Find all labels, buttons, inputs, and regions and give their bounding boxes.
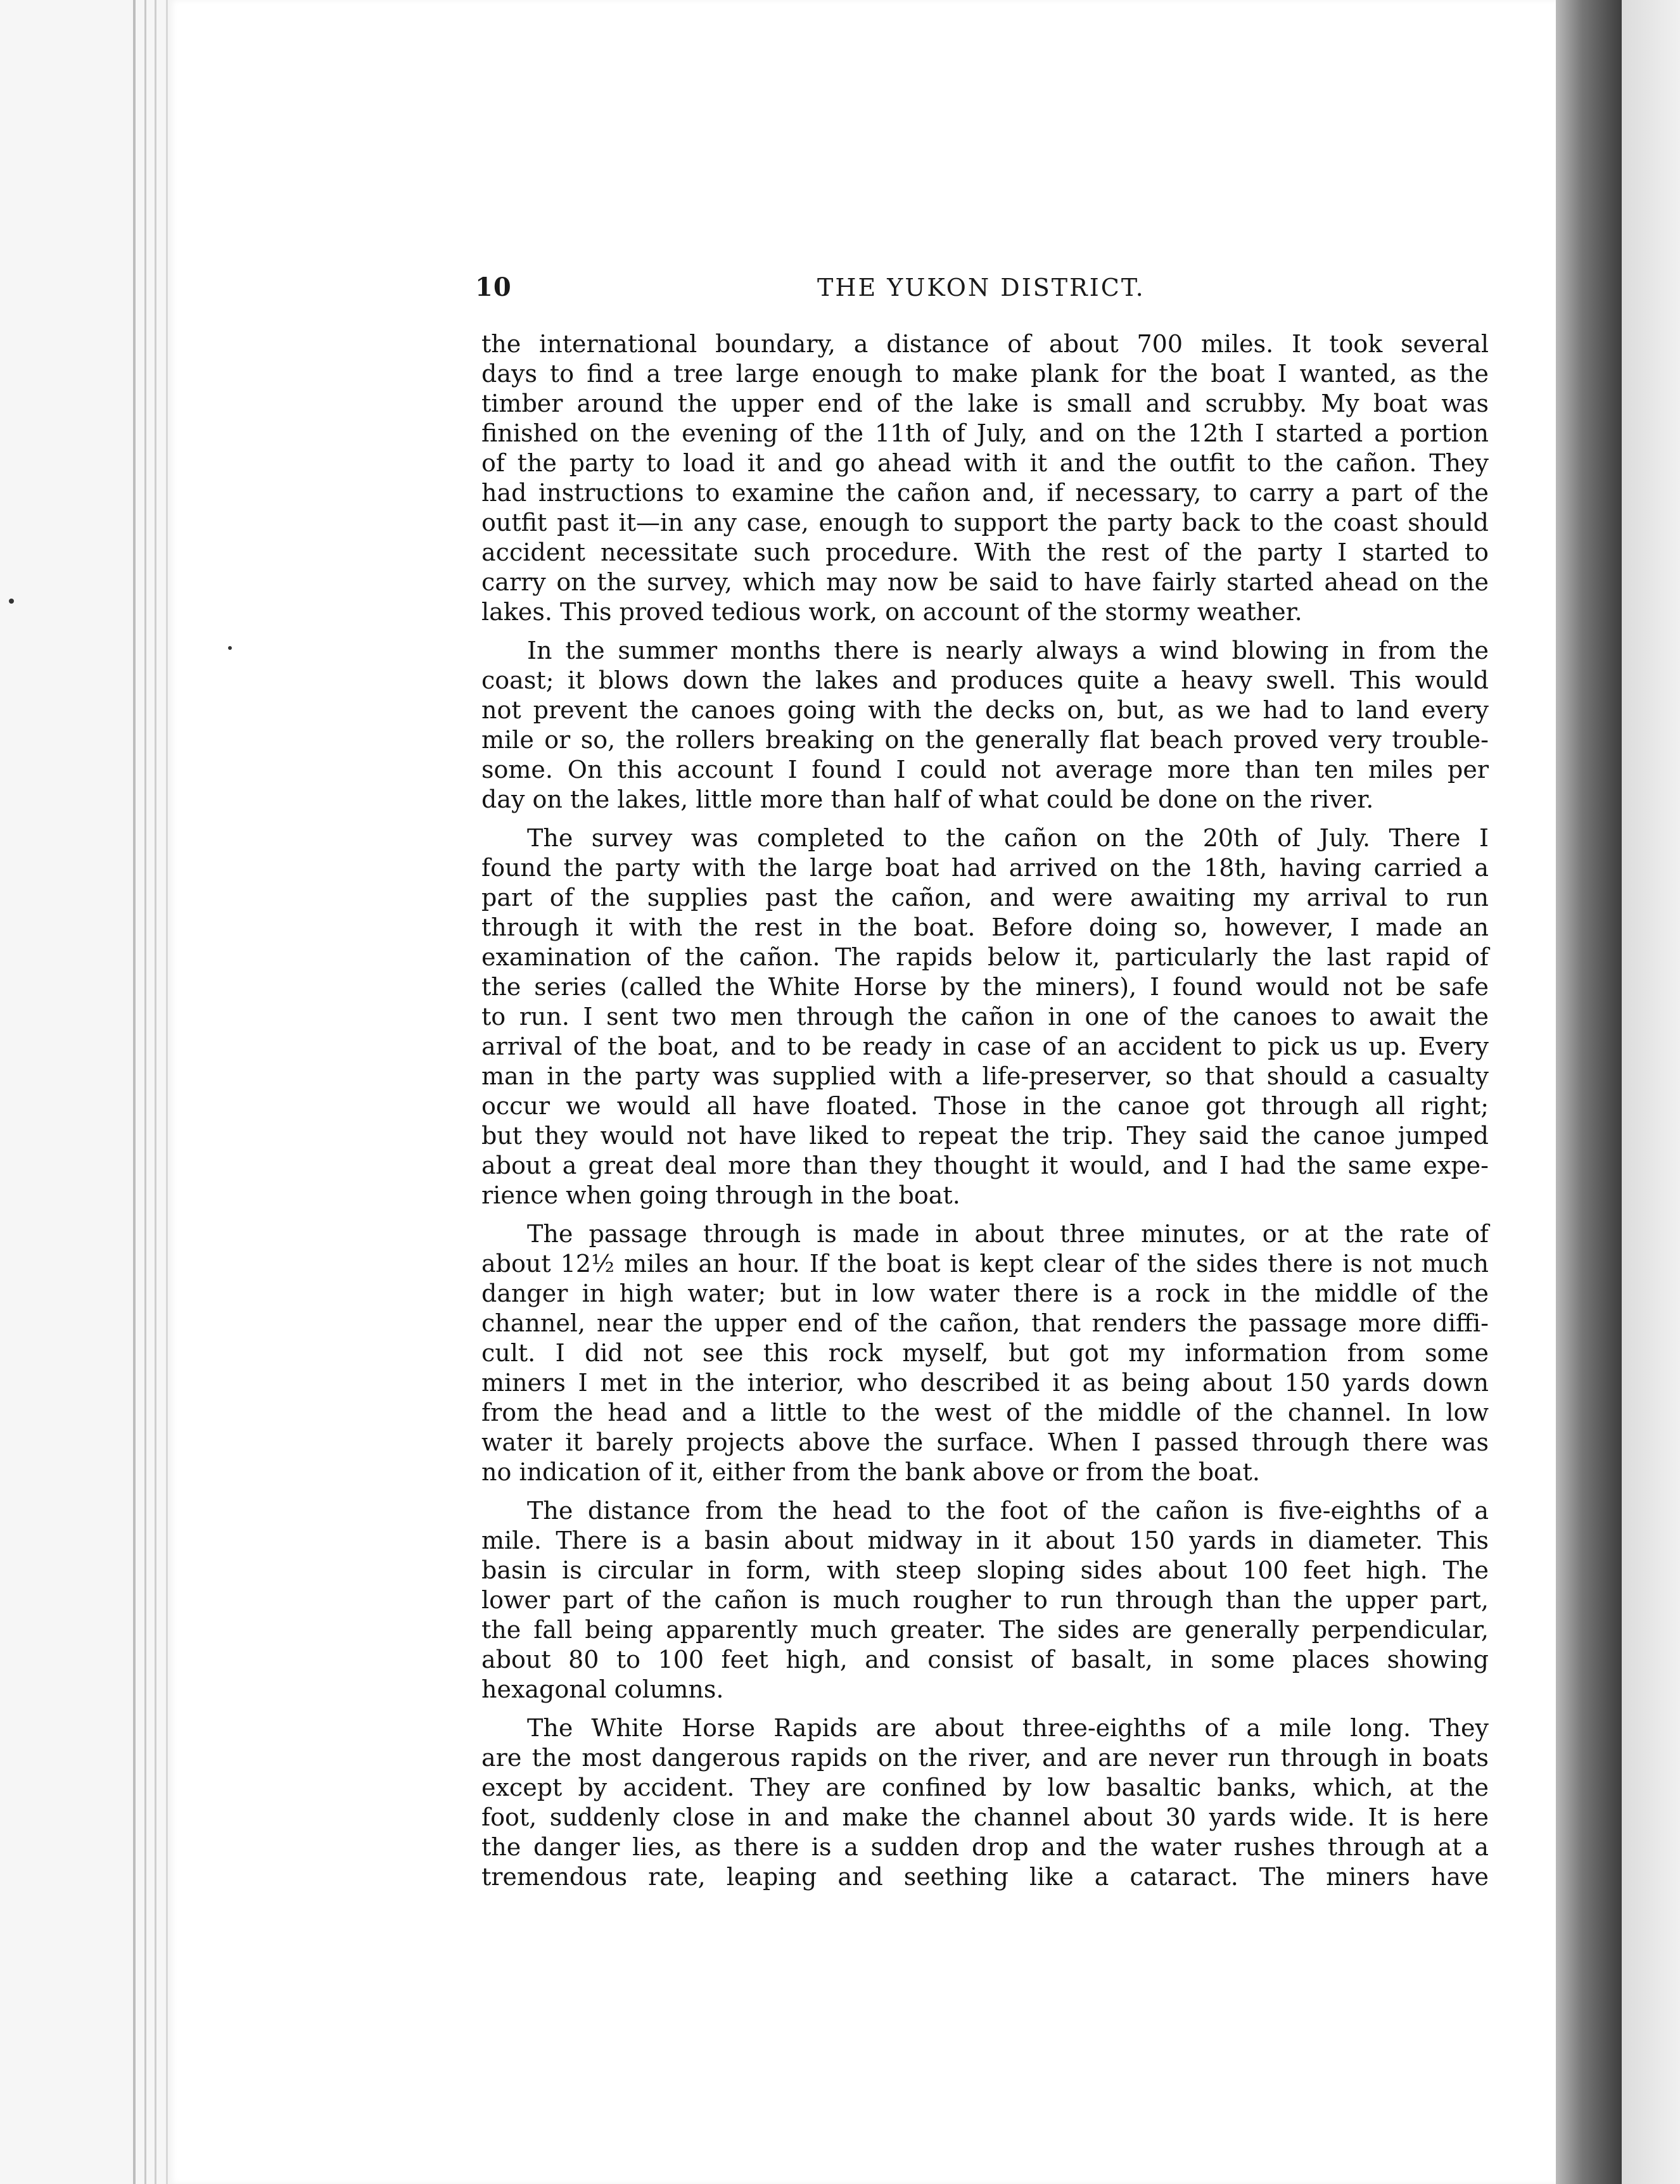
binding-gutter [1556, 0, 1622, 2184]
paragraph [481, 636, 1489, 815]
text-line: examination of the cañon. The rapids below it, particularly the last rapid of [481, 943, 1489, 971]
paragraph [481, 1713, 1489, 1892]
text-line: finished on the evening of the 11th of July, and on the 12th I started a portion [481, 419, 1489, 447]
text-line: mile or so, the rollers breaking on the generally flat beach proved very trouble- [481, 726, 1489, 754]
text-line: to run. I sent two men through the cañon in one of the canoes to await the [481, 1003, 1489, 1031]
text-line: no indication of it, either from the bank above or from the boat. [481, 1458, 1260, 1486]
text-line: the international boundary, a distance of about 700 miles. It took several [481, 330, 1489, 358]
text-line: lower part of the cañon is much rougher to run through than the upper part, [481, 1586, 1489, 1614]
text-line: except by accident. They are confined by low basaltic banks, which, at the [481, 1774, 1489, 1801]
text-line: carry on the survey, which may now be said to have fairly started ahead on the [481, 568, 1489, 596]
text-line: about 80 to 100 feet high, and consist of basalt, in some places showing [481, 1646, 1489, 1673]
page-edge [144, 0, 146, 2184]
text-line: had instructions to examine the cañon and, if necessary, to carry a part of the [481, 479, 1489, 507]
text-line: man in the party was supplied with a life-preserver, so that should a casualty [481, 1062, 1489, 1090]
text-line: water it barely projects above the surface. When I passed through there was [481, 1428, 1489, 1456]
text-line: tremendous rate, leaping and seething like a cataract. The miners have [481, 1863, 1489, 1891]
text-line: occur we would all have floated. Those in the canoe got through all right; [481, 1092, 1489, 1120]
text-line: The survey was completed to the cañon on the 20th of July. There I [527, 824, 1489, 852]
text-line: day on the lakes, little more than half of what could be done on the river. [481, 785, 1374, 813]
text-line: channel, near the upper end of the cañon, that renders the passage more diffi- [481, 1309, 1489, 1337]
text-line: some. On this account I found I could not average more than ten miles per [481, 756, 1489, 784]
text-line: outfit past it—in any case, enough to support the party back to the coast should [481, 509, 1489, 536]
text-line: days to find a tree large enough to make plank for the boat I wanted, as the [481, 360, 1489, 388]
text-line: found the party with the large boat had arrived on the 18th, having carried a [481, 854, 1489, 882]
text-line: arrival of the boat, and to be ready in case of an accident to pick us up. Every [481, 1032, 1489, 1060]
text-line: lakes. This proved tedious work, on account of the stormy weather. [481, 598, 1302, 626]
text-line: basin is circular in form, with steep sloping sides about 100 feet high. The [481, 1556, 1489, 1584]
text-line: are the most dangerous rapids on the river, and are never run through in boats [481, 1744, 1489, 1772]
text-line: about a great deal more than they thought it would, and I had the same expe- [481, 1152, 1489, 1179]
text-line: The distance from the head to the foot of the cañon is five-eighths of a [527, 1497, 1489, 1525]
text-line: mile. There is a basin about midway in it about 150 yards in diameter. This [481, 1527, 1489, 1554]
paragraph [481, 1496, 1489, 1705]
text-line: of the party to load it and go ahead with it and the outfit to the cañon. They [481, 449, 1489, 477]
text-line: hexagonal columns. [481, 1675, 724, 1703]
text-line: timber around the upper end of the lake is small and scrubby. My boat was [481, 390, 1489, 417]
scan-speck [9, 599, 14, 604]
text-line: cult. I did not see this rock myself, but got my information from some [481, 1339, 1489, 1367]
text-line: coast; it blows down the lakes and produces quite a heavy swell. This would [481, 666, 1489, 694]
page-edge [166, 0, 168, 2184]
page-number: 10 [475, 272, 512, 302]
text-line: the danger lies, as there is a sudden drop and the water rushes through at a [481, 1833, 1489, 1861]
text-line: through it with the rest in the boat. Before doing so, however, I made an [481, 913, 1489, 941]
text-line: but they would not have liked to repeat the trip. They said the canoe jumped [481, 1122, 1489, 1150]
text-line: not prevent the canoes going with the decks on, but, as we had to land every [481, 696, 1489, 724]
facing-page-edge [1622, 0, 1680, 2184]
text-line: part of the supplies past the cañon, and were awaiting my arrival to run [481, 884, 1489, 911]
text-line: the fall being apparently much greater. The sides are generally perpendicular, [481, 1616, 1489, 1644]
text-line: The White Horse Rapids are about three-eighths of a mile long. They [527, 1714, 1489, 1742]
page-edge [133, 0, 136, 2184]
text-line: about 12½ miles an hour. If the boat is kept clear of the sides there is not much [481, 1250, 1489, 1278]
text-line: In the summer months there is nearly always a wind blowing in from the [527, 637, 1489, 664]
text-line: the series (called the White Horse by the miners), I found would not be safe [481, 973, 1489, 1001]
paragraph [481, 1219, 1489, 1487]
text-line: accident necessitate such procedure. With the rest of the party I started to [481, 538, 1489, 566]
scan-speck [228, 646, 232, 650]
text-line: miners I met in the interior, who described it as being about 150 yards down [481, 1369, 1489, 1397]
body-text [481, 329, 1489, 1901]
text-line: foot, suddenly close in and make the channel about 30 yards wide. It is here [481, 1803, 1489, 1831]
text-line: from the head and a little to the west of the middle of the channel. In low [481, 1399, 1489, 1426]
paragraph [481, 823, 1489, 1210]
text-line: The passage through is made in about three minutes, or at the rate of [527, 1220, 1489, 1248]
page-edge [155, 0, 156, 2184]
text-line: danger in high water; but in low water there is a rock in the middle of the [481, 1279, 1489, 1307]
page-header [475, 272, 1489, 310]
running-head: THE YUKON DISTRICT. [817, 274, 1145, 302]
text-line: rience when going through in the boat. [481, 1181, 960, 1209]
paragraph [481, 329, 1489, 627]
